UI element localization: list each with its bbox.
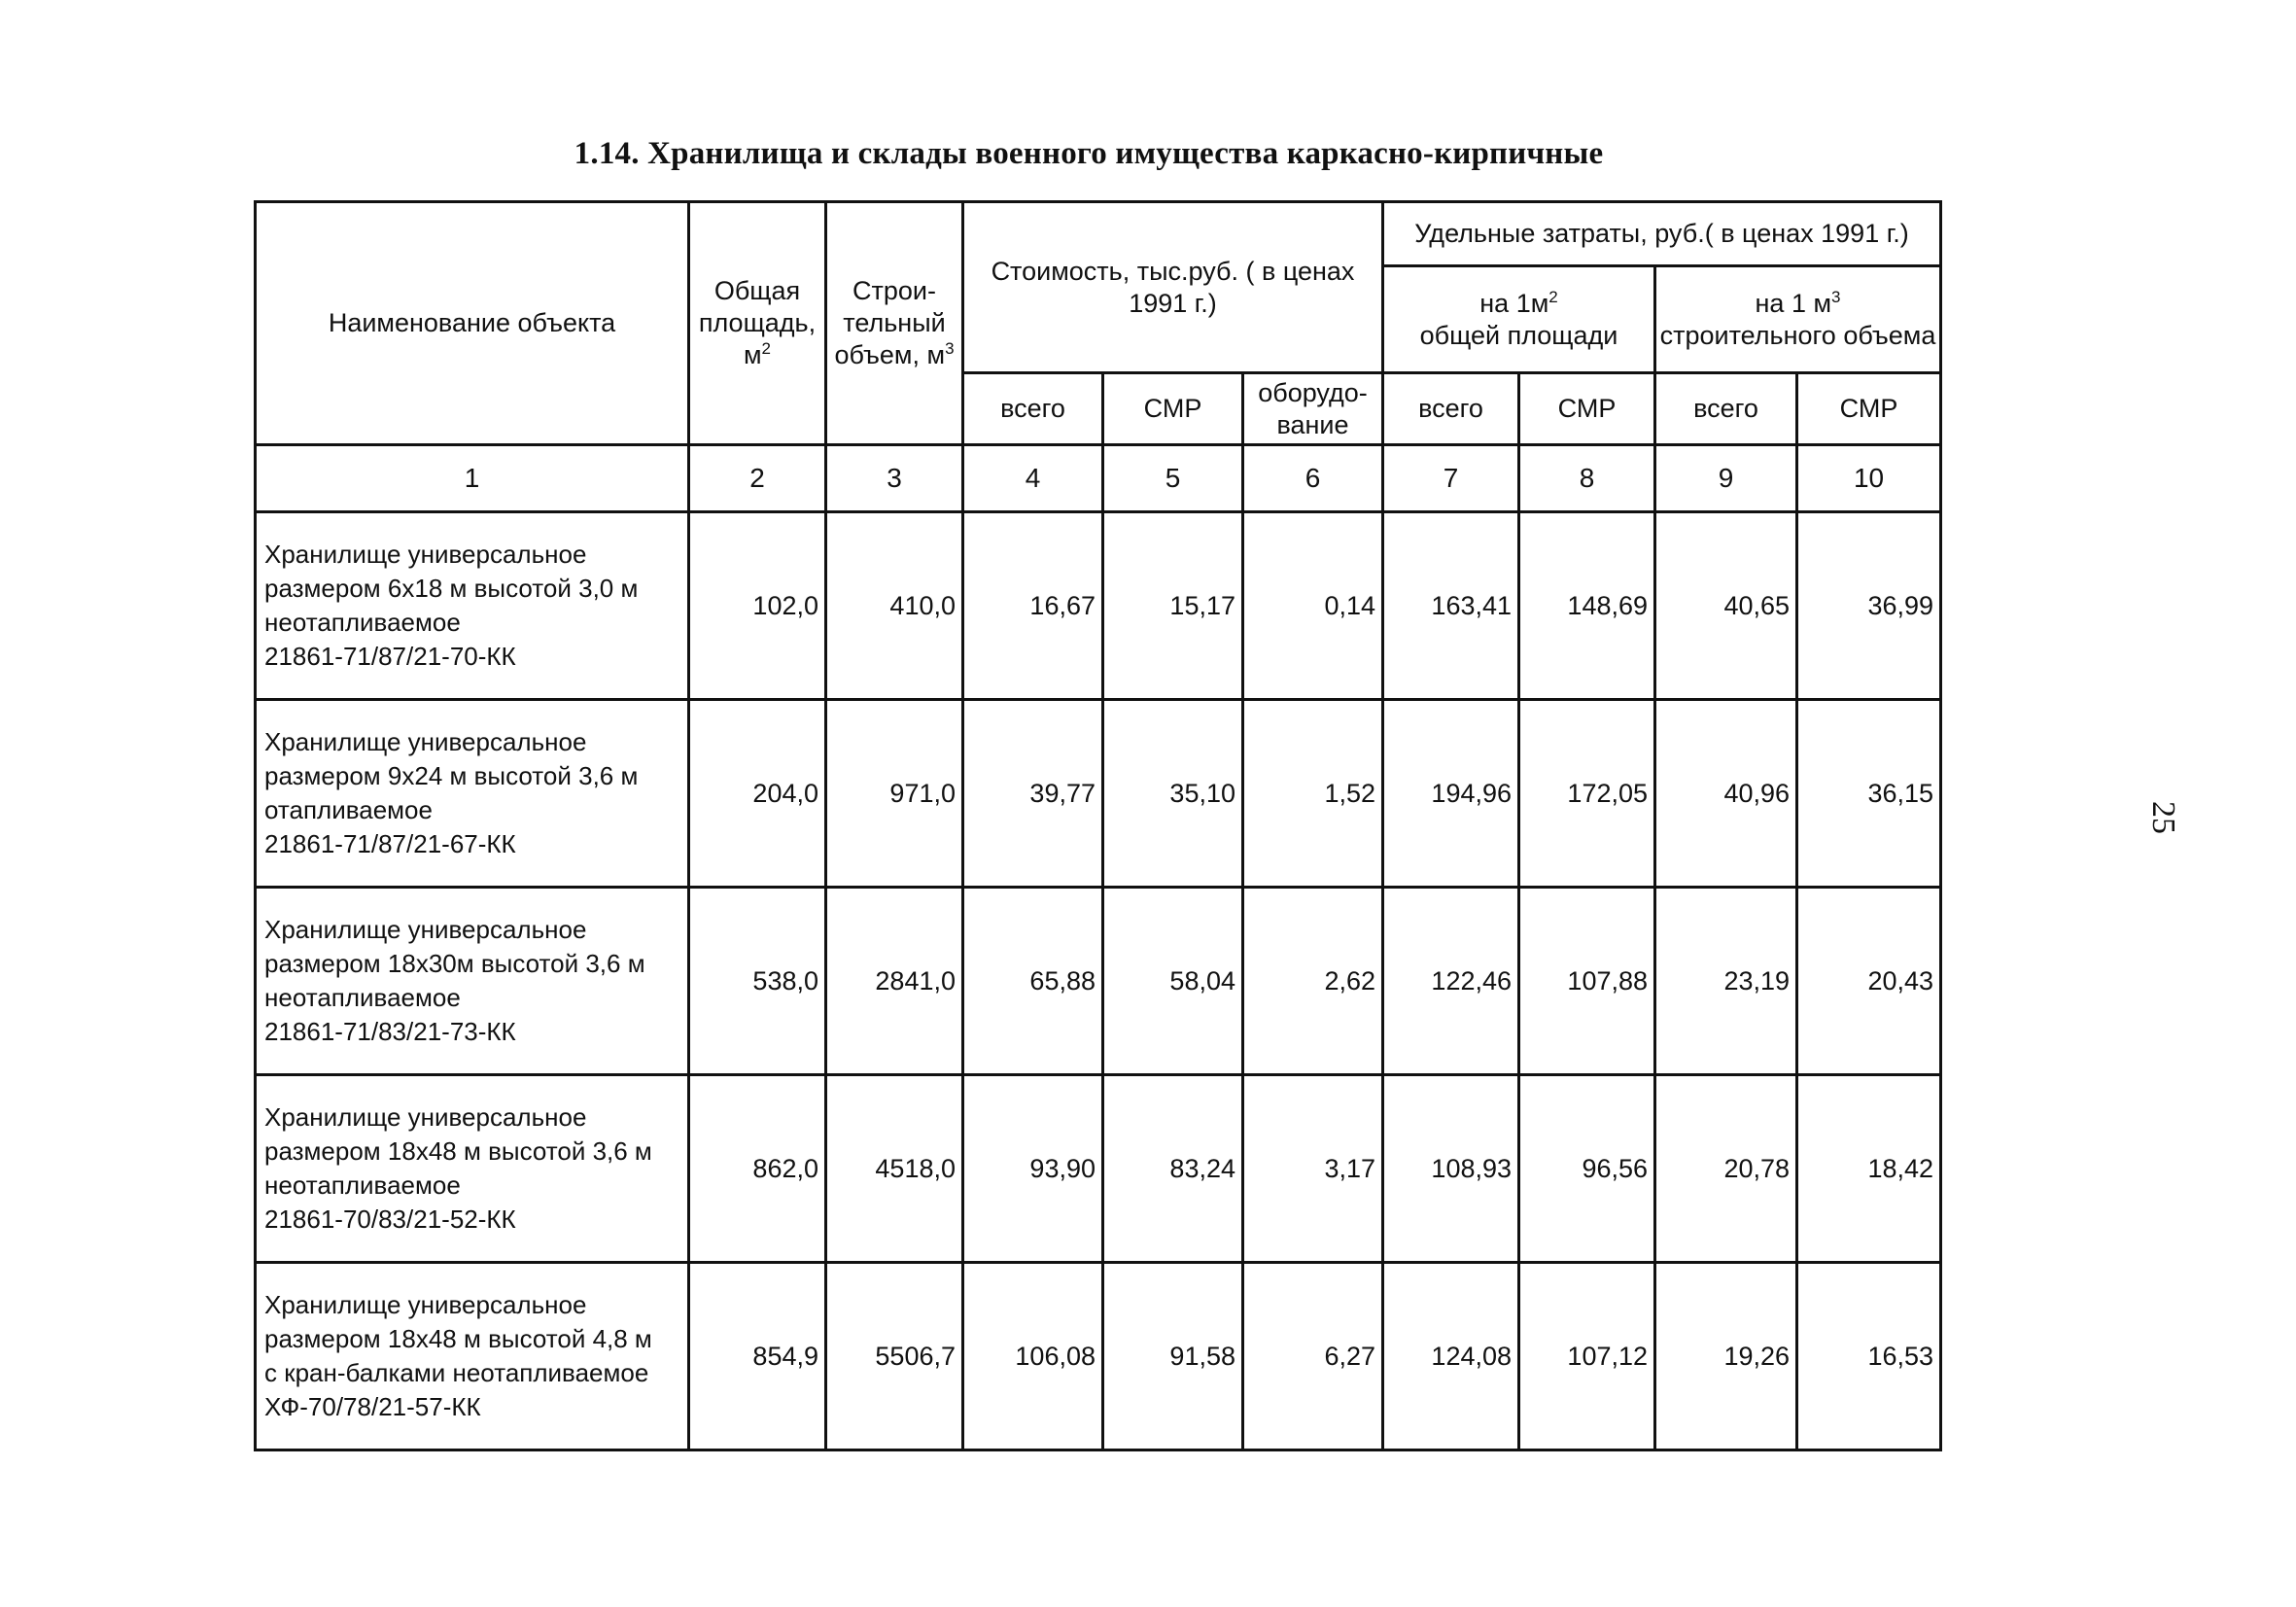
object-name-line: отапливаемое [264,795,433,824]
per-m2-smr-cell: 148,69 [1519,512,1655,700]
area-cell: 862,0 [689,1075,826,1263]
object-name-line: Хранилище универсальное [264,1102,587,1132]
cost-smr-cell: 15,17 [1103,512,1243,700]
cost-smr-cell: 35,10 [1103,700,1243,888]
per-m3-total-cell: 40,96 [1655,700,1797,888]
per-m2-total-cell: 122,46 [1383,888,1519,1075]
column-number: 3 [826,445,963,512]
volume-cell: 4518,0 [826,1075,963,1263]
header-per-m2: на $1м^2$ общей площади [1383,266,1655,373]
per-m2-smr-cell: 107,88 [1519,888,1655,1075]
header-per-m3: на 1 $м^3$ строительного объема [1655,266,1941,373]
object-name-line: размером 9х24 м высотой 3,6 м [264,761,639,790]
object-name-line: 21861-71/83/21-73-КК [264,1017,516,1046]
area-cell: 102,0 [689,512,826,700]
table-row [256,888,1941,1075]
table-row [256,1075,1941,1263]
cost-total-cell: 39,77 [963,700,1103,888]
per-m3-smr-cell: 20,43 [1797,888,1941,1075]
object-name-line: Хранилище универсальное [264,915,587,944]
column-number: 8 [1519,445,1655,512]
object-name-cell [256,1075,689,1263]
object-name-line: размером 18х30м высотой 3,6 м [264,949,645,978]
area-cell: 538,0 [689,888,826,1075]
column-number: 1 [256,445,689,512]
per-m3-total-cell: 40,65 [1655,512,1797,700]
cost-smr-cell: 91,58 [1103,1263,1243,1450]
object-name-line: 21861-71/87/21-70-КК [264,642,516,671]
per-m3-total-cell: 23,19 [1655,888,1797,1075]
page-number: 25 [2145,801,2181,834]
volume-cell: 2841,0 [826,888,963,1075]
area-cell: 854,9 [689,1263,826,1450]
table-row [256,512,1941,700]
column-number: 9 [1655,445,1797,512]
per-m2-smr-cell: 107,12 [1519,1263,1655,1450]
table-row [256,700,1941,888]
header-name: Наименование объекта [256,202,689,445]
object-name-cell [256,700,689,888]
per-m2-total-cell: 108,93 [1383,1075,1519,1263]
object-name-cell [256,1263,689,1450]
header-m3-smr: СМР [1797,373,1941,445]
per-m2-smr-cell: 96,56 [1519,1075,1655,1263]
column-number: 4 [963,445,1103,512]
object-name-cell [256,888,689,1075]
object-name-line: неотапливаемое [264,1170,461,1200]
per-m2-total-cell: 124,08 [1383,1263,1519,1450]
column-number: 6 [1243,445,1383,512]
table-row [256,1263,1941,1450]
object-name-line: Хранилище универсальное [264,1290,587,1319]
header-cost-equipment: оборудо-вание [1243,373,1383,445]
object-name-line: ХФ-70/78/21-57-КК [264,1392,481,1421]
object-name-line: размером 6х18 м высотой 3,0 м [264,574,639,603]
column-number: 2 [689,445,826,512]
header-m3-total: всего [1655,373,1797,445]
header-volume: Строи-тельный объем, $м^3$ [826,202,963,445]
cost-equipment-cell: 1,52 [1243,700,1383,888]
per-m3-smr-cell: 36,99 [1797,512,1941,700]
per-m2-smr-cell: 172,05 [1519,700,1655,888]
column-number: 7 [1383,445,1519,512]
cost-equipment-cell: 6,27 [1243,1263,1383,1450]
cost-total-cell: 16,67 [963,512,1103,700]
volume-cell: 971,0 [826,700,963,888]
volume-cell: 5506,7 [826,1263,963,1450]
volume-cell: 410,0 [826,512,963,700]
cost-table [254,200,1942,1451]
cost-equipment-cell: 2,62 [1243,888,1383,1075]
cost-smr-cell: 58,04 [1103,888,1243,1075]
header-area: Общая площадь, $м^2$ [689,202,826,445]
header-m2-smr: СМР [1519,373,1655,445]
object-name-line: 21861-71/87/21-67-КК [264,829,516,858]
header-cost-total: всего [963,373,1103,445]
area-cell: 204,0 [689,700,826,888]
per-m3-total-cell: 20,78 [1655,1075,1797,1263]
per-m3-smr-cell: 18,42 [1797,1075,1941,1263]
object-name-line: Хранилище универсальное [264,727,587,756]
header-m2-total: всего [1383,373,1519,445]
header-cost-smr: СМР [1103,373,1243,445]
page-title: 1.14. Хранилища и склады военного имущества каркасно-кирпичные [574,136,1604,171]
header-specific-group: Удельные затраты, руб.( в ценах 1991 г.) [1383,202,1941,266]
object-name-line: неотапливаемое [264,608,461,637]
cost-total-cell: 65,88 [963,888,1103,1075]
column-number: 5 [1103,445,1243,512]
column-number-row [256,445,1941,512]
column-number: 10 [1797,445,1941,512]
cost-equipment-cell: 0,14 [1243,512,1383,700]
object-name-cell [256,512,689,700]
per-m3-smr-cell: 16,53 [1797,1263,1941,1450]
object-name-line: с кран-балками неотапливаемое [264,1358,649,1387]
per-m3-total-cell: 19,26 [1655,1263,1797,1450]
header-cost-group: Стоимость, тыс.руб. ( в ценах 1991 г.) [963,202,1383,373]
cost-equipment-cell: 3,17 [1243,1075,1383,1263]
cost-smr-cell: 83,24 [1103,1075,1243,1263]
object-name-line: размером 18х48 м высотой 4,8 м [264,1324,652,1353]
object-name-line: Хранилище универсальное [264,540,587,569]
per-m3-smr-cell: 36,15 [1797,700,1941,888]
per-m2-total-cell: 163,41 [1383,512,1519,700]
per-m2-total-cell: 194,96 [1383,700,1519,888]
object-name-line: неотапливаемое [264,983,461,1012]
cost-total-cell: 106,08 [963,1263,1103,1450]
cost-total-cell: 93,90 [963,1075,1103,1263]
object-name-line: размером 18х48 м высотой 3,6 м [264,1136,652,1166]
object-name-line: 21861-70/83/21-52-КК [264,1205,516,1234]
